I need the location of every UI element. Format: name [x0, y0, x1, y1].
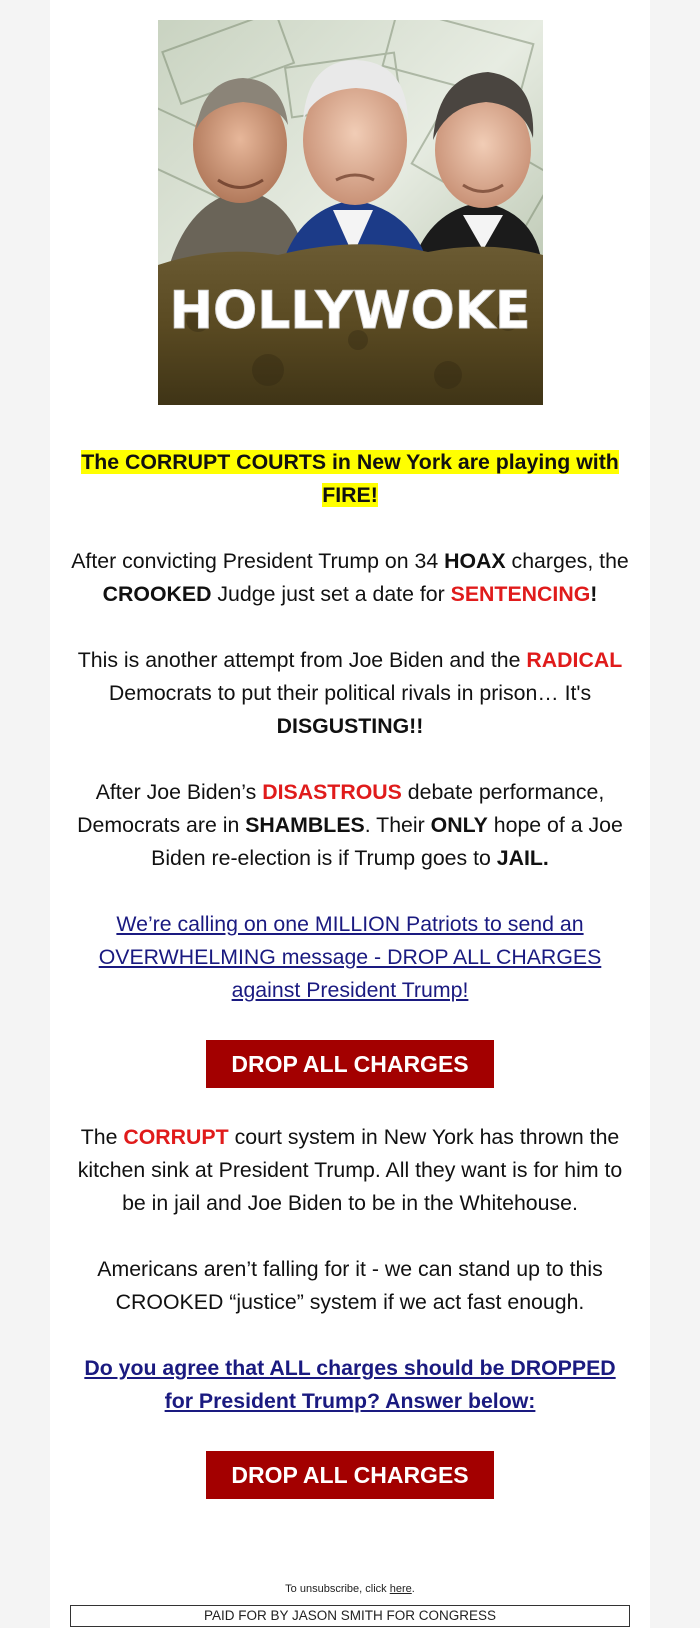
p5-text: Americans aren’t falling for it - we can stand up to this CROOKED “justice” system if we act fast enough. — [97, 1257, 603, 1314]
p3-b: DISASTROUS — [262, 780, 402, 804]
paragraph-americans — [68, 1253, 632, 1319]
unsubscribe-link[interactable]: here — [389, 1583, 412, 1595]
drop-all-charges-button[interactable]: DROP ALL CHARGES — [206, 1040, 494, 1088]
p3-g: hope of a Joe Biden re-election is if Trump goes to — [151, 813, 623, 870]
p1-d: CROOKED — [102, 582, 212, 606]
paragraph-court-system — [68, 1121, 632, 1220]
p2-b: RADICAL — [526, 648, 623, 672]
p3-c: debate performance, Democrats are in — [77, 780, 605, 837]
call-to-action-paragraph — [68, 908, 632, 1007]
p4-b: CORRUPT — [123, 1125, 229, 1149]
p3-h: JAIL. — [496, 846, 549, 870]
hero-image[interactable] — [158, 20, 543, 405]
p1-c: charges, the — [505, 549, 629, 573]
call-to-action-link[interactable]: We’re calling on one MILLION Patriots to send an OVERWHELMING message - DROP ALL CHARGES against President Trump! — [98, 912, 602, 1002]
button-wrap-1 — [68, 1040, 632, 1088]
paragraph-conviction — [68, 545, 632, 611]
p2-c: Democrats to put their political rivals in prison… It's — [108, 681, 592, 705]
headline-text: The CORRUPT COURTS in New York are playing with FIRE! — [81, 450, 619, 507]
p3-d: SHAMBLES — [245, 813, 365, 837]
p1-f: SENTENCING — [450, 582, 591, 606]
p1-e: Judge just set a date for — [211, 582, 451, 606]
hero-title-text: HOLLYWOKE — [169, 281, 531, 341]
p3-f: ONLY — [430, 813, 488, 837]
p2-a: This is another attempt from Joe Biden and the — [77, 648, 527, 672]
p4-a: The — [80, 1125, 124, 1149]
hollywood-hills-photo-icon — [158, 20, 543, 405]
headline — [68, 446, 632, 512]
paid-for-disclaimer: PAID FOR BY JASON SMITH FOR CONGRESS — [70, 1605, 630, 1627]
p1-g: ! — [590, 582, 598, 606]
email-body — [50, 0, 650, 1628]
survey-question-link[interactable]: Do you agree that ALL charges should be DROPPED for President Trump? Answer below: — [84, 1356, 616, 1413]
drop-all-charges-button-2[interactable]: DROP ALL CHARGES — [206, 1451, 494, 1499]
email-content — [68, 446, 632, 1532]
survey-question-paragraph — [68, 1352, 632, 1418]
p3-a: After Joe Biden’s — [95, 780, 263, 804]
unsubscribe-prefix: To unsubscribe, click — [285, 1583, 390, 1595]
p4-c: court system in New York has thrown the kitchen sink at President Trump. All they want is for him to be in jail and Joe Biden to be in the Whitehouse. — [77, 1125, 623, 1215]
p2-d: DISGUSTING!! — [276, 714, 424, 738]
p3-e: . Their — [364, 813, 431, 837]
unsubscribe-suffix: . — [411, 1583, 415, 1595]
button-wrap-2 — [68, 1451, 632, 1499]
paragraph-debate — [68, 776, 632, 875]
p1-a: After convicting President Trump on 34 — [71, 549, 445, 573]
unsubscribe-line — [50, 1583, 650, 1595]
p1-b: HOAX — [444, 549, 506, 573]
paragraph-attempt — [68, 644, 632, 743]
